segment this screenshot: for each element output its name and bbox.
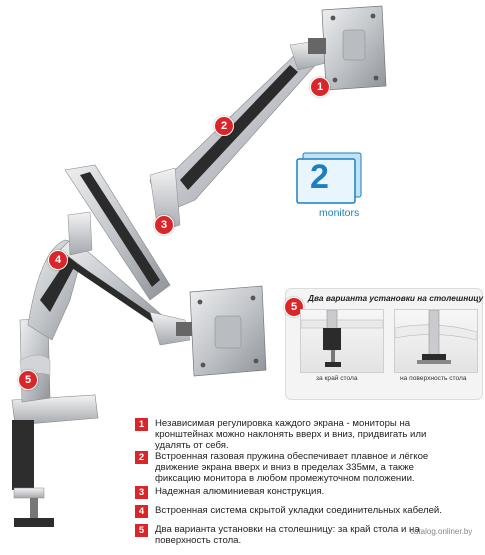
photo-edge-mount [300,309,384,373]
caption-surface: на поверхность стола [400,375,467,382]
item-number: 5 [135,524,148,537]
item-text: Независимая регулировка каждого экрана - мониторы на кронштейнах можно наклонять вверх и вниз, придвигать или удалять от себя. [155,418,427,451]
badge-3: 3 [154,215,174,235]
item-text: Надежная алюминиевая конструкция. [155,486,325,497]
mounting-options-panel [285,288,483,400]
item-text: Встроенная система скрытой укладки соединительных кабелей. [155,505,442,516]
badge-2: 2 [214,116,234,136]
edge-clamp-icon [301,310,383,372]
badge-5: 5 [18,370,38,390]
list-item [135,451,455,484]
item-number: 1 [135,418,148,431]
item-number: 3 [135,486,148,499]
photo-surface-mount [394,309,478,373]
caption-edge: за край стола [316,375,358,382]
badge-1: 1 [310,77,330,97]
item-text: Два варианта установки на столешницу: за край стола и на поверхность стола. [155,524,420,546]
list-item [135,505,455,518]
list-item [135,524,455,546]
logo-word: monitors [319,207,360,219]
item-number: 2 [135,451,148,464]
item-text: Встроенная газовая пружина обеспечивает плавное и лёгкое движение экрана вверх и вниз в пределах 335мм, а также фиксацию монитора в любом промежуточном положении. [155,451,429,484]
two-monitors-logo [297,153,361,203]
logo-number: 2 [310,158,329,196]
item-number: 4 [135,505,148,518]
badge-4: 4 [48,250,68,270]
list-item [135,418,455,451]
vesa-plate-bottom [176,286,266,376]
inset-badge: 5 [284,297,304,317]
inset-title: Два варианта установки на столешницу [308,293,484,303]
watermark: catalog.onliner.by [410,527,473,536]
list-item [135,486,455,499]
surface-mount-icon [395,310,477,372]
clamp-base [12,395,98,527]
